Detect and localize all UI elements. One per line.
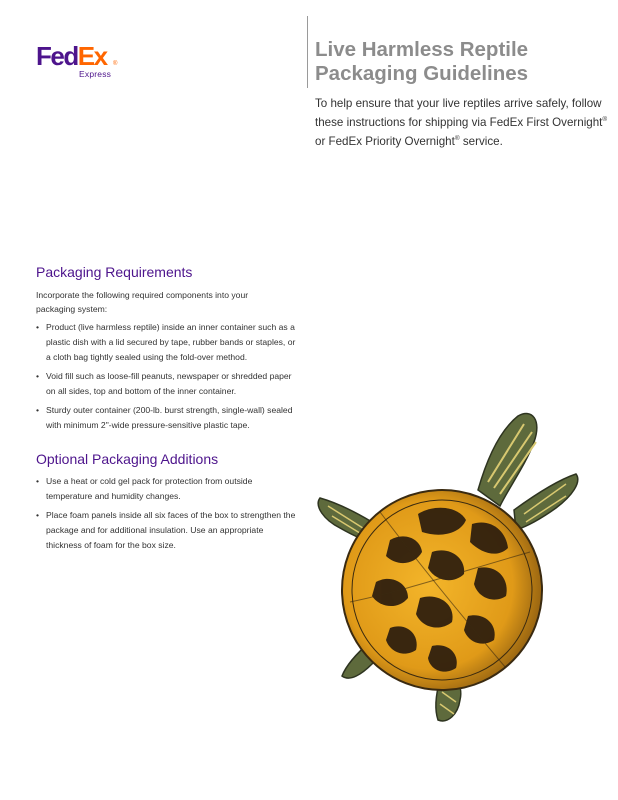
optional-list (36, 474, 298, 557)
requirements-intro: Incorporate the following required components into your packaging system: (36, 290, 249, 314)
requirements-heading: Packaging Requirements (36, 264, 193, 280)
turtle-head (478, 414, 537, 506)
list-item: • Place foam panels inside all six faces of the box to strengthen the package and for additional insulation. Use an appropriate thickness of foam for the box size. (36, 510, 296, 550)
list-item: • Use a heat or cold gel pack for protection from outside temperature and humidity changes. (36, 476, 253, 501)
optional-heading: Optional Packaging Additions (36, 451, 219, 467)
logo-express-label: Express (79, 69, 112, 79)
turtle-front-right-leg (514, 474, 578, 530)
page-title: Live Harmless Reptile Packaging Guidelines (315, 38, 529, 85)
list-item: • Product (live harmless reptile) inside an inner container such as a plastic dish with a lid secured by tape, rubber bands or staples, or a cloth bag tightly sealed using the fold-over method. (36, 322, 296, 362)
list-item: • Sturdy outer container (200-lb. burst strength, single-wall) sealed with minimum 2"-wide pressure-sensitive plastic tape. (36, 405, 293, 430)
logo-registered-mark: ® (113, 61, 118, 67)
turtle-photo (310, 402, 610, 732)
header-divider (307, 16, 308, 88)
fedex-express-logo (36, 43, 126, 83)
requirements-list (36, 320, 298, 437)
intro-paragraph: To help ensure that your live reptiles arrive safely, follow these instructions for shipping via FedEx First Overnight® or FedEx Priority Overnight® service. (315, 97, 608, 148)
list-item: • Void fill such as loose-fill peanuts, newspaper or shredded paper on all sides, top and bottom of the inner container. (36, 371, 292, 396)
logo-wordmark: FedEx (36, 41, 107, 71)
